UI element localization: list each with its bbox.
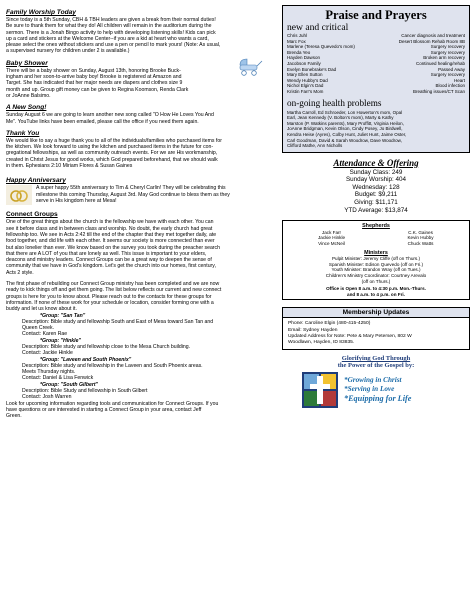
family-worship-section [6,9,276,55]
text-line: or JoAnne Balsimo. [6,92,51,99]
tagline: *Equipping for Life [344,394,412,404]
group-extra: Queen Creek. [22,325,55,332]
baby-shower-section [6,60,276,99]
office-hours: Office is Open 8 a.m. to 4:30 p.m. Mon.-Thurs. [326,286,426,292]
prayer-note: Cancer diagnosis and treatment [401,33,465,38]
group-extra: Meets Thursday nights. [22,369,76,376]
office-hours: and 8 a.m. to 4 p.m. on Fri. [347,291,405,297]
text-line: Me". YouTube links have been emailed, please call the office if you need them again. [6,118,199,125]
membership-line: Woodlawn, Hayden, ID 83835. [288,339,355,345]
text-line: There will be a baby shower on Sunday, August 13th, honoring Brooke Buck- [6,67,181,74]
thank-you-section [6,130,276,169]
prayer-note: Passed Away [438,66,465,72]
prayer-note: Broken arm recovery [423,55,465,61]
text-line: Acts 2 style. [6,269,34,276]
attendance-line: Sunday Class: 249 [349,168,403,176]
anniversary-heading: Happy Anniversary [6,177,66,185]
text-line: groups is here for you to know about. Please reach out to the contacts for these groups for [6,293,212,300]
ongoing-line: Martha Carroll, Ed Schroeder, Lon Howerton's mom, Opal [287,109,403,115]
anniversary-section [6,177,276,206]
baby-carriage-icon [236,57,266,77]
text-line: have questions or are interested in starting a Connect Group in your area, contact Jeff [6,406,202,413]
attendance-line: Budget: $9,211 [354,191,398,199]
text-line: milestone this coming Thursday, August 3rd. May God continue to bless them as they [36,191,230,198]
ongoing-line: Marston (P. Watkins parents), Mary Proffitt, Virginia Heilon, [287,120,404,126]
minister-line: (off on Thurs.) [361,278,391,284]
shepherds-box [282,220,470,300]
shepherd-name: Vince McNeil [318,241,345,247]
text-line: Target. She has indicated that her major needs are diapers and clothes size 9 [6,80,183,87]
attendance-title: Attendance & Offering [333,157,419,168]
new-song-section [6,104,276,125]
prayer-note: Desert Blossom Rehab Room 8B [398,38,465,44]
group-contact: Contact: Karen Rae [22,331,68,338]
connect-groups-heading: Connect Groups [6,211,58,219]
right-column [282,5,470,408]
membership-heading: Membership Updates [283,308,469,318]
left-column [6,9,276,425]
text-line: community that we have in God's kingdom. Let's get the church into our homes, first century, [6,263,216,270]
shepherd-name: Chuck Watts [407,241,434,247]
text-line: Look for upcoming information regarding tools and communication for Connect Groups. If you [6,400,219,407]
new-song-heading: A New Song! [6,104,47,112]
ministers-heading: Ministers [364,249,388,256]
text-line: We would like to say a huge thank you to all of the individuals/families who purchased items for [6,137,222,144]
ongoing-line: JoAnne Bridgman, Kevin Olson, Cindy Posey, Jo Birdwell, [287,126,403,132]
text-line: serve in His kingdom here at Mesa! [36,197,117,204]
membership-box [282,307,470,350]
praise-prayers-title: Praise and Prayers [325,8,427,22]
ongoing-line: Kendra Heise (Ayres), Colby Hunt, Juliet Hunt, Jaime Oster, [287,131,407,137]
praise-prayers-box [282,5,470,153]
connect-groups-section [6,211,276,419]
minister-line: Pulpit Minister: Jeremy Cliffe (off on Thurs.) [331,256,421,262]
text-line: month and up. Group gift money can be given to Regina Koomson, Renda Clark [6,86,189,93]
glorifying-heading: Glorifying God Through [341,355,411,363]
shepherd-name: Jackie Hinkle [317,235,346,241]
text-line: Sunday August 6 we are going to learn another new song called "O How He Loves You And [6,112,214,119]
shepherd-name: Jack Farr [321,229,342,235]
text-line: a supervised nursery for children under 2 is available.) [6,48,130,55]
group-contact: Contact: Daniel & Lisa Fenwick [22,375,94,382]
text-line: A super happy 55th anniversary to Tim & Cheryl Carlin! They will be celebrating this [36,185,226,192]
text-line: ready to kick things off and get them going. The list below reflects our current and new connect [6,287,222,294]
membership-line: Updated Address for Note: Pete & Mary Petersen, 802 W [288,333,412,339]
prayer-name: Marlene (Teresa Quevedo's mom) [287,44,355,50]
baby-shower-heading: Baby Shower [6,59,48,67]
text-line: food together, and did life with each other. It seems our society is more connected than ever [6,238,215,245]
prayer-name: Mary Ellen Sutton [287,72,323,78]
minister-line: Children's Ministry Coordinator: Courtney Arevalo [325,273,427,278]
prayer-note: Heart [453,77,465,83]
prayer-name: Jacobson Family [287,60,321,66]
text-line: buddy and let us know about it. [6,306,77,313]
group-contact: Contact: Josh Warren [22,394,72,401]
text-line: in them. Ephesians 2:10 Miriam Flores & Susan Gaines [6,163,133,170]
prayer-note: Blood infection [435,83,465,89]
text-line: fellowship too. We see in Acts 2:42 till the end of the chapter that they met together daily, ate [6,231,217,238]
praise-prayers-subtitle: new and critical [287,22,349,33]
group-name: *Group: "San Tan" [40,312,86,319]
prayer-item [287,89,465,95]
prayer-name: Evelyn Bonebrake's Dad [287,66,337,72]
text-line: gregational fellowships, as well as community outreach events. For we are His workmanship, [6,150,218,157]
text-line: The first phase of rebuilding our Connect Group ministry has been completed and we are now [6,281,220,288]
glorifying-body [282,372,470,408]
text-line: sermon. There is a Jonah Bingo activity to help with developing listening skills! Kids can pick [6,29,216,36]
prayer-note: Surgery recovery [430,72,465,78]
tagline: *Growing in Christ [344,376,402,385]
text-line: that there are A LOT of you that are lonely as well. This issue is important to your elders, [6,250,207,257]
prayer-note: Continued healing/rehab [415,60,465,66]
anniversary-rings-icon [6,185,32,205]
prayer-note: Surgery recovery [430,44,465,50]
prayer-name: Hayden Dawson [287,55,321,61]
text-line: One of the great things about the church is the fellowship we have with each other. You can [6,219,214,226]
attendance-line: Sunday Worship: 404 [345,176,407,184]
prayer-note: Surgery recovery [430,49,465,55]
shepherds-heading: Shepherds [362,223,390,230]
membership-line: Email: Sydney Hayden [288,327,338,333]
prayer-name: Marc Fox [287,38,306,44]
thank-you-heading: Thank You [6,129,40,137]
group-description: Description: Bible study and fellowship South and East of Mesa toward San Tan and [22,318,214,325]
ongoing-line: Earl, Jean Kennedy (V. Bolton's mom), Marty & Kathy [287,115,394,121]
glorifying-taglines [344,376,411,404]
ongoing-line: Carl Goodman, David & Sarah Woodrow, Dave Woodrow, [287,137,402,143]
text-line: Since today is a 5th Sunday, CBH & TBH leaders are given a break from their normal duties! [6,17,216,23]
membership-body [283,318,469,349]
prayer-name: Chris Juhl [287,33,308,38]
text-line: ingham and her soon-to-arrive baby boy! Brooke is registered at Amazon and [6,74,182,81]
glorifying-subheading: the Power of the Gospel by: [337,362,415,370]
tagline: *Serving in Love [344,385,395,394]
glorifying-block [282,355,470,408]
text-line: Green. [6,413,22,420]
family-worship-heading: Family Worship Today [6,9,76,16]
attendance-offering [282,158,470,215]
attendance-line: Wednesday: 128 [352,183,400,191]
group-description: Description: Bible study and fellowship in the Laveen and South Phoenix areas. [22,362,203,369]
minister-line: Spanish Minister: Edison Quevedo (off on Fri.) [328,261,424,267]
text-line: please select the ones without stickers and use a pen or pencil to mark yours! (Note: As usual, [6,42,221,49]
shepherds-grid [287,230,465,247]
shepherd-name: Kevin Hubby [407,235,434,241]
shepherd-name: C.K. Gaines [408,229,433,235]
text-line: but also lonelier than ever. We know based on the survey you took during the preacher search [6,244,220,251]
text-line: information. If none of these work for your schedule or location, consider forming one with a [6,299,214,306]
prayer-name: Wendy Hubby's Dad [287,77,328,83]
text-line: created in Christ Jesus for good works, which God prepared beforehand, that we should walk [6,156,218,163]
ongoing-line: Clifford Mathe, Ann Nicholls [287,143,343,149]
membership-line: Phone: Caroline Elgin (480-415-4250) [288,321,371,327]
ongoing-heading: on-going health problems [287,97,382,108]
group-name: *Group: "Hinkle" [40,337,81,344]
church-logo-icon [302,372,338,408]
prayer-name: Nichol Elgin's Dad [287,83,324,89]
group-description: Description: Bible study and fellowship close to the Mesa Church building. [22,343,191,350]
attendance-line: Giving: $11,171 [354,199,398,207]
text-line: see it before class and in between class and worship. No doubt, the early church had great [6,225,213,232]
text-line: deacons and ministry leaders. Connect Groups can be a great way to deepen the sense of [6,257,212,264]
prayer-name: Kristin Farr's Mom [287,88,324,94]
prayer-note: Breathing issues/CT Scan [413,88,465,94]
prayer-name: Brenda Yeo [287,49,311,55]
group-name: *Group: "Laveen and South Phoenix" [40,356,132,363]
group-description: Description: Bible Study and fellowship in South Gilbert [22,388,148,395]
attendance-line: YTD Average: $13,874 [344,206,408,214]
text-line: Be sure to thank them for what they do! All children will remain in the auditorium during the [6,23,212,30]
group-name: *Group: "South Gilbert" [40,381,98,388]
text-line: the kitchen. We look forward to using the kitchen and purchased items in the future for con- [6,144,214,151]
group-contact: Contact: Jackie Hinkle [22,350,73,357]
minister-line: Youth Minister: Brandon Wray (off on Tues.) [331,267,421,273]
text-line: up a card and stickers at the Welcome Center--if you are a kid at heart who wants a card, [6,35,209,42]
